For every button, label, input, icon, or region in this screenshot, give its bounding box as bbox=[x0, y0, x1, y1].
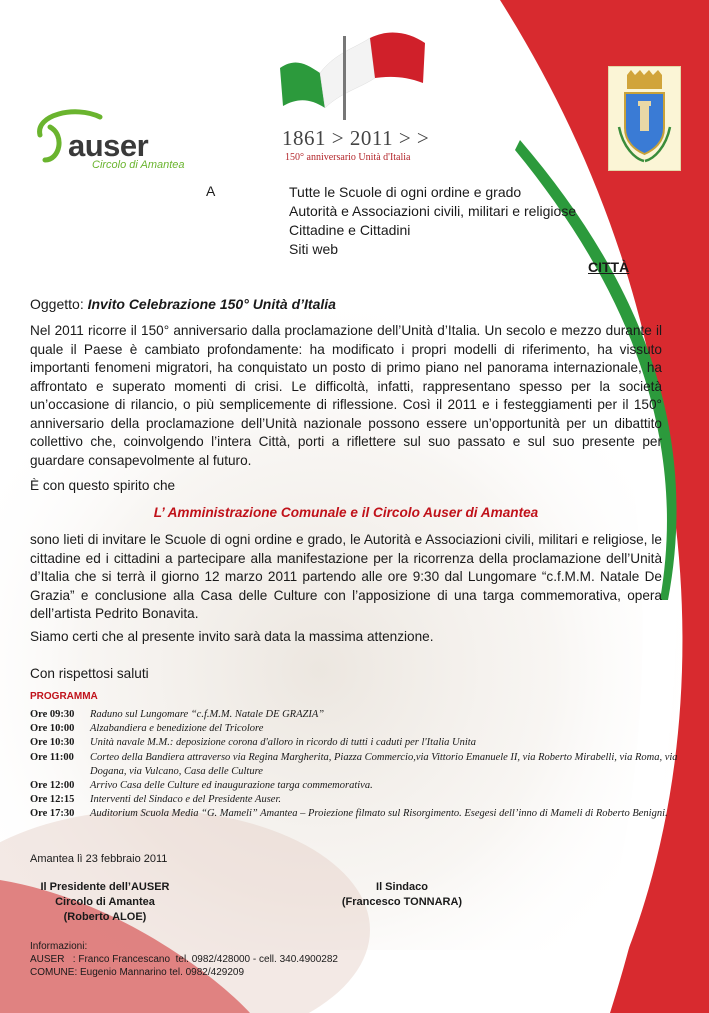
auser-name: auser bbox=[68, 128, 149, 163]
program-item bbox=[30, 736, 680, 750]
signature-line: (Francesco TONNARA) bbox=[341, 896, 463, 908]
program-item bbox=[30, 807, 680, 821]
program-description: Alzabandiera e benedizione del Tricolore bbox=[90, 723, 264, 735]
letter-date: Amantea lì 23 febbraio 2011 bbox=[30, 853, 168, 865]
program-description: Interventi del Sindaco e del Presidente Auser. bbox=[90, 794, 281, 806]
program-item bbox=[30, 722, 680, 736]
signature-president bbox=[30, 880, 180, 925]
program-time: Ore 12:00 bbox=[30, 780, 75, 792]
organizers-heading: L’ Amministrazione Comunale e il Circolo Auser di Amantea bbox=[153, 505, 539, 520]
program-item bbox=[30, 779, 680, 793]
program-time: Ore 17:30 bbox=[30, 808, 75, 820]
paragraph-greetings: Con rispettosi saluti bbox=[30, 666, 149, 681]
addressee-list bbox=[289, 183, 576, 259]
addressee-line: Siti web bbox=[289, 241, 339, 257]
program-description: Arrivo Casa delle Culture ed inaugurazione targa commemorativa. bbox=[90, 780, 373, 792]
municipal-crest bbox=[608, 66, 681, 171]
program-list bbox=[30, 708, 680, 822]
program-item bbox=[30, 793, 680, 807]
anniversary-subtitle: 150° anniversario Unità d'Italia bbox=[285, 152, 411, 163]
info-label: Informazioni: bbox=[30, 941, 88, 952]
info-line: COMUNE: Eugenio Mannarino tel. 0982/429209 bbox=[30, 967, 245, 978]
program-title: PROGRAMMA bbox=[30, 691, 98, 702]
anniversary-years: 1861 > 2011 > > bbox=[282, 126, 430, 150]
paragraph-intro: Nel 2011 ricorre il 150° anniversario dalla proclamazione dell’Unità d’Italia. Un secolo e mezzo durante il quale il Paese è cambiato profondamente: ha modificato i propri modelli di riferimento, ha vissuto importanti fenomeni migratori, ha conquistato un posto di primo piano nel panorama internazionale, ha affrontato e superato momenti di crisi. Le difficoltà, infatti, rappresentano spesso per la società un’occasione di rilancio, o più semplicemente di riflessione. Così il 2011 e i festeggiamenti per il 150° anniversario della proclamazione dell’Unità nazionale possono essere un’opportunità per un dibattito collettivo che, coinvolgendo l’intera Città, porti a riflettere sul suo passato e sul suo presente per guardare consapevolmente al futuro. bbox=[30, 323, 662, 468]
addressee-line: Autorità e Associazioni civili, militari e religiose bbox=[289, 203, 577, 219]
subject-label: Oggetto: bbox=[30, 296, 84, 312]
addressee-city: CITTÀ bbox=[588, 259, 630, 275]
signature-line: Il Sindaco bbox=[376, 881, 428, 893]
program-description: Raduno sul Lungomare “c.f.M.M. Natale DE GRAZIA” bbox=[90, 709, 325, 720]
program-description: Auditorium Scuola Media “G. Mameli” Amantea – Proiezione filmato sul Risorgimento. Esegesi dell’inno di Mameli di Roberto Benigni. bbox=[90, 808, 668, 820]
addressee-line: Cittadine e Cittadini bbox=[289, 222, 411, 238]
addressee-line: Tutte le Scuole di ogni ordine e grado bbox=[289, 184, 522, 200]
signature-line: Il Presidente dell’AUSER bbox=[40, 881, 170, 893]
program-time: Ore 12:15 bbox=[30, 794, 75, 806]
signature-mayor bbox=[332, 880, 472, 910]
subject-text: Invito Celebrazione 150° Unità d’Italia bbox=[87, 296, 336, 312]
program-description: Corteo della Bandiera attraverso via Regina Margherita, Piazza Commercio,via Vittorio Emanuele II, via Roberto Mirabelli, via Roma, via Dogana, via Vulcano, Casa delle Culture bbox=[90, 751, 678, 777]
program-item bbox=[30, 708, 680, 722]
program-time: Ore 10:00 bbox=[30, 723, 75, 735]
program-time: Ore 11:00 bbox=[30, 751, 74, 763]
program-item bbox=[30, 751, 680, 779]
signature-line: Circolo di Amantea bbox=[55, 896, 155, 908]
subject-line bbox=[30, 296, 336, 312]
paragraph-invitation: sono lieti di invitare le Scuole di ogni ordine e grado, le Autorità e Associazioni civili, militari e religiose, le cittadine ed i cittadini a partecipare alla manifestazione per la ricorrenza della proclamazione dell’Unità d’Italia che si terrà il giorno 12 marzo 2011 partendo alle ore 9:30 dal Lungomare “c.f.M.M. Natale De Grazia” e conclusione alla Casa delle Culture con l’apposizione di una targa commemorativa, opera dell’artista Pedrito Bonavita. bbox=[30, 532, 662, 621]
contact-info bbox=[30, 940, 338, 979]
program-description: Unità navale M.M.: deposizione corona d'alloro in ricordo di tutti i caduti per l'Italia Unita bbox=[90, 737, 476, 749]
addressee-prefix: A bbox=[206, 183, 216, 199]
signature-line: (Roberto ALOE) bbox=[63, 911, 147, 923]
program-time: Ore 09:30 bbox=[30, 709, 75, 720]
info-line: AUSER : Franco Francescano tel. 0982/428000 - cell. 340.4900282 bbox=[30, 954, 338, 965]
auser-subtitle: Circolo di Amantea bbox=[92, 159, 185, 171]
paragraph-attention: Siamo certi che al presente invito sarà data la massima attenzione. bbox=[30, 629, 434, 644]
italian-flag-icon bbox=[275, 28, 430, 120]
program-time: Ore 10:30 bbox=[30, 737, 75, 749]
paragraph-spirit: È con questo spirito che bbox=[30, 478, 176, 493]
crest-icon bbox=[609, 67, 680, 170]
